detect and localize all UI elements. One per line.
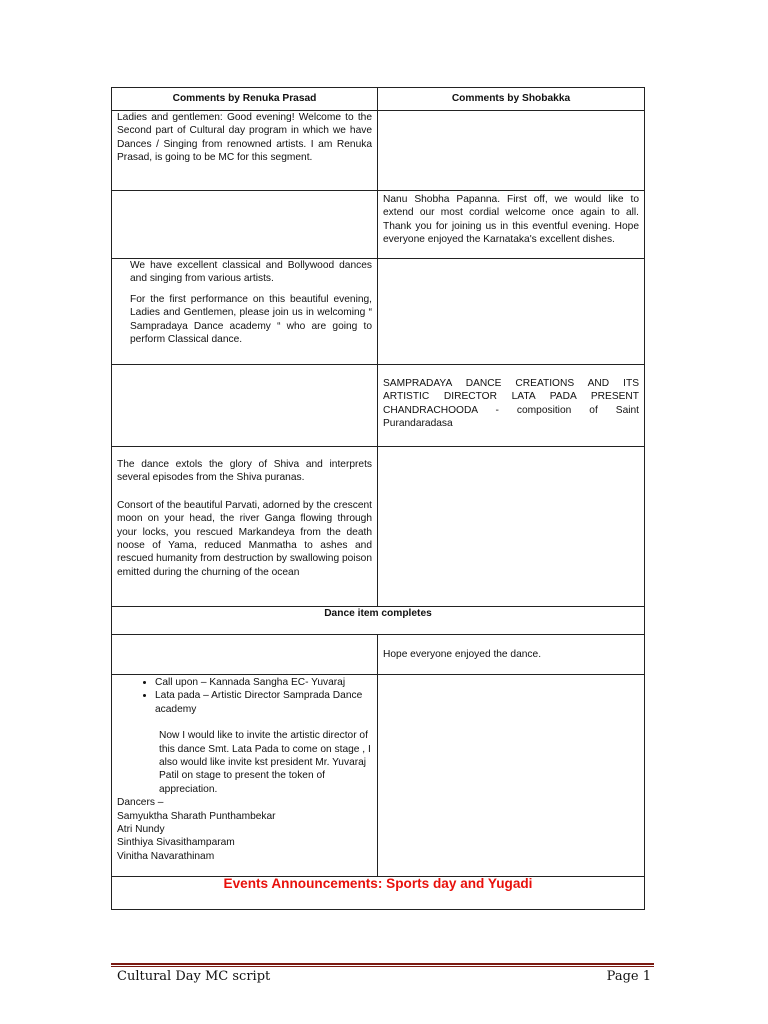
- table-row: [112, 365, 645, 447]
- table-row: [112, 877, 645, 910]
- first-performance-comment: [112, 259, 378, 365]
- welcome-dance-paragraph: For the first performance on this beautiful evening, Ladies and Gentlemen, please join us in welcoming “ Sampradaya Dance academy “ who are going to perform Classical dance.: [130, 293, 372, 346]
- footer-document-title: Cultural Day MC script: [117, 969, 271, 984]
- dancer-name: Atri Nundy: [117, 824, 165, 836]
- dance-title-announcement: SAMPRADAYA DANCE CREATIONS AND ITS ARTISTIC DIRECTOR LATA PADA PRESENT CHANDRACHOODA - composition of Saint Purandaradasa: [378, 365, 645, 447]
- call-upon-list: [117, 676, 372, 716]
- empty-cell: [378, 675, 645, 877]
- empty-cell: [112, 635, 378, 675]
- table-header-row: [112, 88, 645, 111]
- empty-cell: [378, 259, 645, 365]
- shobakka-welcome: Nanu Shobha Papanna. First off, we would like to extend our most cordial welcome once again to all. Thank you for joining us in this eventful evening. Hope everyone enjoyed the Karnataka's excellent dishes.: [378, 191, 645, 259]
- table-row: [112, 259, 645, 365]
- dance-description: [112, 447, 378, 607]
- footer-divider: [111, 966, 654, 967]
- dancer-name: Sinthiya Sivasithamparam: [117, 837, 235, 849]
- felicitation-comment: [112, 675, 378, 877]
- dancer-name: Vinitha Navarathinam: [117, 850, 215, 862]
- col1-header: Comments by Renuka Prasad: [112, 88, 378, 111]
- footer-page-number: Page 1: [606, 969, 651, 984]
- col2-header: Comments by Shobakka: [378, 88, 645, 111]
- dance-item-completes: Dance item completes: [112, 607, 645, 635]
- welcome-comment: Ladies and gentlemen: Good evening! Welcome to the Second part of Cultural day program in which we have Dances / Singing from renowned artists. I am Renuka Prasad, is going to be MC for this segment.: [112, 111, 378, 191]
- empty-cell: [112, 365, 378, 447]
- table-row: [112, 191, 645, 259]
- dance-story: Consort of the beautiful Parvati, adorned by the crescent moon on your head, the river Ganga flowing through your locks, you rescued Markandeya from the death noose of Yama, reduced Manmatha to ashes and rescued humanity from destruction by swallowing poison emitted during the churning of the ocean: [117, 499, 372, 578]
- list-item: • Call upon – Kannada Sangha EC- Yuvaraj: [155, 676, 372, 689]
- dance-enjoyed-comment: Hope everyone enjoyed the dance.: [378, 635, 645, 675]
- events-announcement: Events Announcements: Sports day and Yugadi: [112, 877, 645, 910]
- table-row: [112, 635, 645, 675]
- table-row: [112, 111, 645, 191]
- table-row: [112, 607, 645, 635]
- footer-divider: [111, 963, 654, 965]
- dancers-label: Dancers –: [117, 797, 164, 809]
- invite-paragraph: Now I would like to invite the artistic director of this dance Smt. Lata Pada to come on stage , I also would like invite kst president Mr. Yuvaraj Patil on stage to present the token of appreciation.: [159, 730, 371, 795]
- empty-cell: [378, 447, 645, 607]
- empty-cell: [112, 191, 378, 259]
- intro-paragraph: We have excellent classical and Bollywood dances and singing from various artists.: [130, 260, 372, 285]
- mc-script-table: [111, 87, 645, 910]
- empty-cell: [378, 111, 645, 191]
- dancer-name: Samyuktha Sharath Punthambekar: [117, 810, 276, 822]
- list-item: • Lata pada – Artistic Director Samprada Dance academy: [155, 689, 372, 716]
- table-row: [112, 675, 645, 877]
- table-row: [112, 447, 645, 607]
- dance-summary: The dance extols the glory of Shiva and interprets several episodes from the Shiva puranas.: [117, 459, 372, 484]
